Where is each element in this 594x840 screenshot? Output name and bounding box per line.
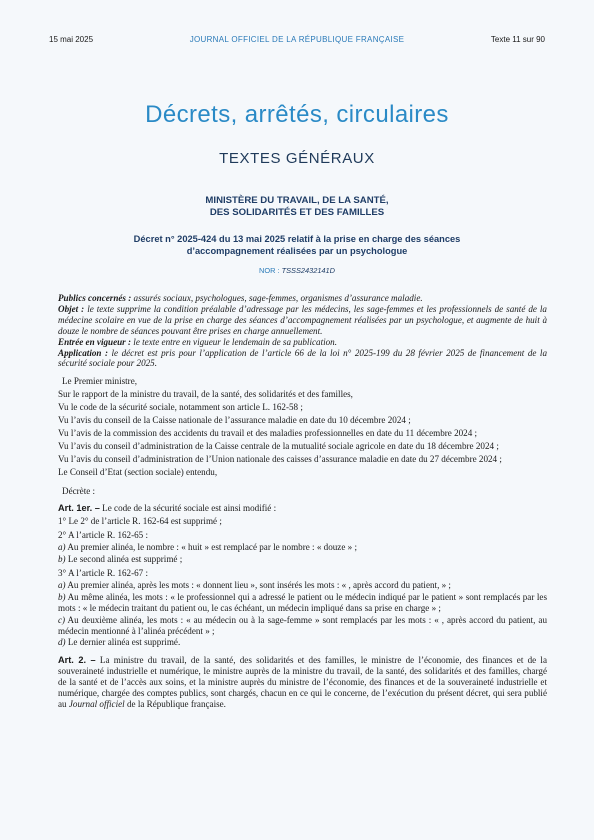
- section-title: Décrets, arrêtés, circulaires: [145, 101, 449, 128]
- visa-ccmsa: Vu l’avis du conseil d’administration de la Caisse centrale de la mutualité sociale agricole en date du 18 décembre 2024 ;: [58, 440, 499, 451]
- article-1: [58, 503, 547, 710]
- article-1-p3c-text: Au deuxième alinéa, les mots : « au médecin ou à la sage-femme » sont remplacés par les mots : « , après accord du patient, au médecin mentionné à l’alinéa précédent » ;: [58, 614, 547, 636]
- article-1-p3d-label: d): [58, 637, 66, 648]
- decree-title-line2: d’accompagnement réalisées par un psychologue: [186, 245, 408, 256]
- notice-publics-label: Publics concernés :: [58, 293, 132, 303]
- article-1-p3b: [58, 592, 547, 614]
- article-1-intro: [58, 503, 547, 514]
- article-1-p3c-label: c): [58, 614, 66, 625]
- document-body: [58, 293, 547, 713]
- notice-entree-text: le texte entre en vigueur le lendemain de sa publication.: [131, 336, 337, 347]
- article-2-end: de la République française.: [124, 699, 226, 709]
- article-2-text: La ministre du travail, de la santé, des solidarités et des familles, le ministre de l’économie, des finances et de la souveraineté industrielle et numérique, le ministre auprès de la ministre du travail, de la santé, des solidarités et des familles, chargé de la santé et de l’accès aux soins, et la ministre auprès du ministre de l’économie, des finances et de la souveraineté industrielle et numérique, chargée des comptes publics, sont chargés, chacun en ce qui le concerne, de l’exécution du présent décret, qui sera publié au: [58, 655, 547, 709]
- article-1-p3d: [58, 637, 547, 648]
- article-1-p2b-label: b): [58, 554, 66, 565]
- article-2-journal: Journal officiel: [68, 699, 125, 709]
- article-2-heading: Art. 2. –: [58, 655, 96, 666]
- article-1-p2a-text: Au premier alinéa, le nombre : « huit » est remplacé par le nombre : « douze » ;: [65, 542, 357, 553]
- notice-application: [58, 348, 547, 370]
- article-1-heading: Art. 1er. –: [58, 502, 100, 513]
- decree-title-line1: Décret n° 2025-424 du 13 mai 2025 relatif à la prise en charge des séances: [133, 234, 461, 244]
- article-1-p3d-text: Le dernier alinéa est supprimé.: [65, 637, 181, 648]
- notice-publics-text: assurés sociaux, psychologues, sage-femmes, organismes d’assurance maladie.: [131, 293, 423, 303]
- notice-application-text: le décret est pris pour l’application de l’article 66 de la loi n° 2025-199 du 28 février 2025 de financement de la sécurité sociale pour 2025.: [58, 347, 548, 369]
- visa-conseil-etat: Le Conseil d’Etat (section sociale) entendu,: [58, 466, 218, 477]
- section-subtitle: TEXTES GÉNÉRAUX: [219, 150, 375, 167]
- ministry-line1: MINISTÈRE DU TRAVAIL, DE LA SANTÉ,: [205, 195, 389, 206]
- notice-objet-label: Objet :: [58, 303, 85, 314]
- notice-objet-text: le texte supprime la condition préalable d’adressage par les médecins, les sage-femmes et les professionnels de santé de la médecine scolaire en vue de la prise en charge des séances d’accompagnement réalisées par un psychologue, et augmente de huit à douze le nombre de séances pouvant être prises en charge annuellement.: [58, 303, 547, 336]
- visa-cnam: Vu l’avis du conseil de la Caisse nationale de l’assurance maladie en date du 10 décembre 2024 ;: [58, 415, 411, 426]
- article-1-p1: 1° Le 2° de l’article R. 162-64 est supprimé ;: [58, 516, 222, 527]
- nor-reference: [0, 266, 594, 275]
- ministry-line2: DES SOLIDARITÉS ET DES FAMILLES: [209, 206, 385, 218]
- article-1-p3b-text: Au même alinéa, les mots : « le professionnel qui a adressé le patient ou le médecin indiqué par le patient » sont remplacés par les mots : « le médecin traitant du patient ou, le cas échéant, un médecin impliqué dans sa prise en charge » ;: [58, 591, 547, 613]
- header-date: 15 mai 2025: [49, 35, 94, 44]
- article-2: [58, 655, 547, 710]
- article-1-p3a: [58, 580, 547, 591]
- article-1-p2a: [58, 542, 547, 553]
- article-1-p3c: [58, 615, 547, 637]
- notice-entree-label: Entrée en vigueur :: [58, 336, 132, 347]
- decrete: Décrète :: [62, 485, 96, 496]
- article-1-p3b-label: b): [58, 591, 66, 602]
- visa-uncam: Vu l’avis du conseil d’administration de l’Union nationale des caisses d’assurance maladie en date du 27 décembre 2024 ;: [58, 453, 502, 464]
- article-1-p2: 2° A l’article R. 162-65 :: [58, 530, 149, 541]
- article-1-p3a-text: Au premier alinéa, après les mots : « donnent lieu », sont insérés les mots : « , après accord du patient, » ;: [65, 579, 451, 590]
- notice-block: [58, 293, 547, 369]
- notice-objet: [58, 304, 547, 337]
- notice-entree: [58, 337, 547, 348]
- text-number: Texte 11 sur 90: [490, 35, 545, 44]
- visa-premier-ministre: Le Premier ministre,: [62, 376, 138, 387]
- journal-title: JOURNAL OFFICIEL DE LA RÉPUBLIQUE FRANÇAISE: [189, 35, 405, 44]
- article-1-p3: 3° A l’article R. 162-67 :: [58, 568, 149, 579]
- nor-value: TSSS2432141D: [281, 266, 335, 275]
- decree-title: [0, 234, 594, 257]
- visa-code: Vu le code de la sécurité sociale, notamment son article L. 162-58 ;: [58, 402, 303, 413]
- notice-application-label: Application :: [58, 347, 108, 358]
- notice-publics: [58, 293, 547, 304]
- article-1-p2a-label: a): [58, 542, 66, 553]
- visa-rapport: Sur le rapport de la ministre du travail, de la santé, des solidarités et des familles,: [58, 389, 353, 400]
- nor-label: NOR :: [258, 266, 282, 275]
- visas-block: [58, 376, 547, 477]
- article-1-intro-text: Le code de la sécurité sociale est ainsi modifié :: [99, 502, 277, 513]
- article-1-p3a-label: a): [58, 579, 66, 590]
- article-1-p2b-text: Le second alinéa est supprimé ;: [65, 554, 183, 565]
- visa-commission: Vu l’avis de la commission des accidents du travail et des maladies professionnelles en date du 11 décembre 2024 ;: [58, 427, 478, 438]
- ministry-name: [0, 195, 594, 218]
- article-1-p2b: [58, 554, 547, 565]
